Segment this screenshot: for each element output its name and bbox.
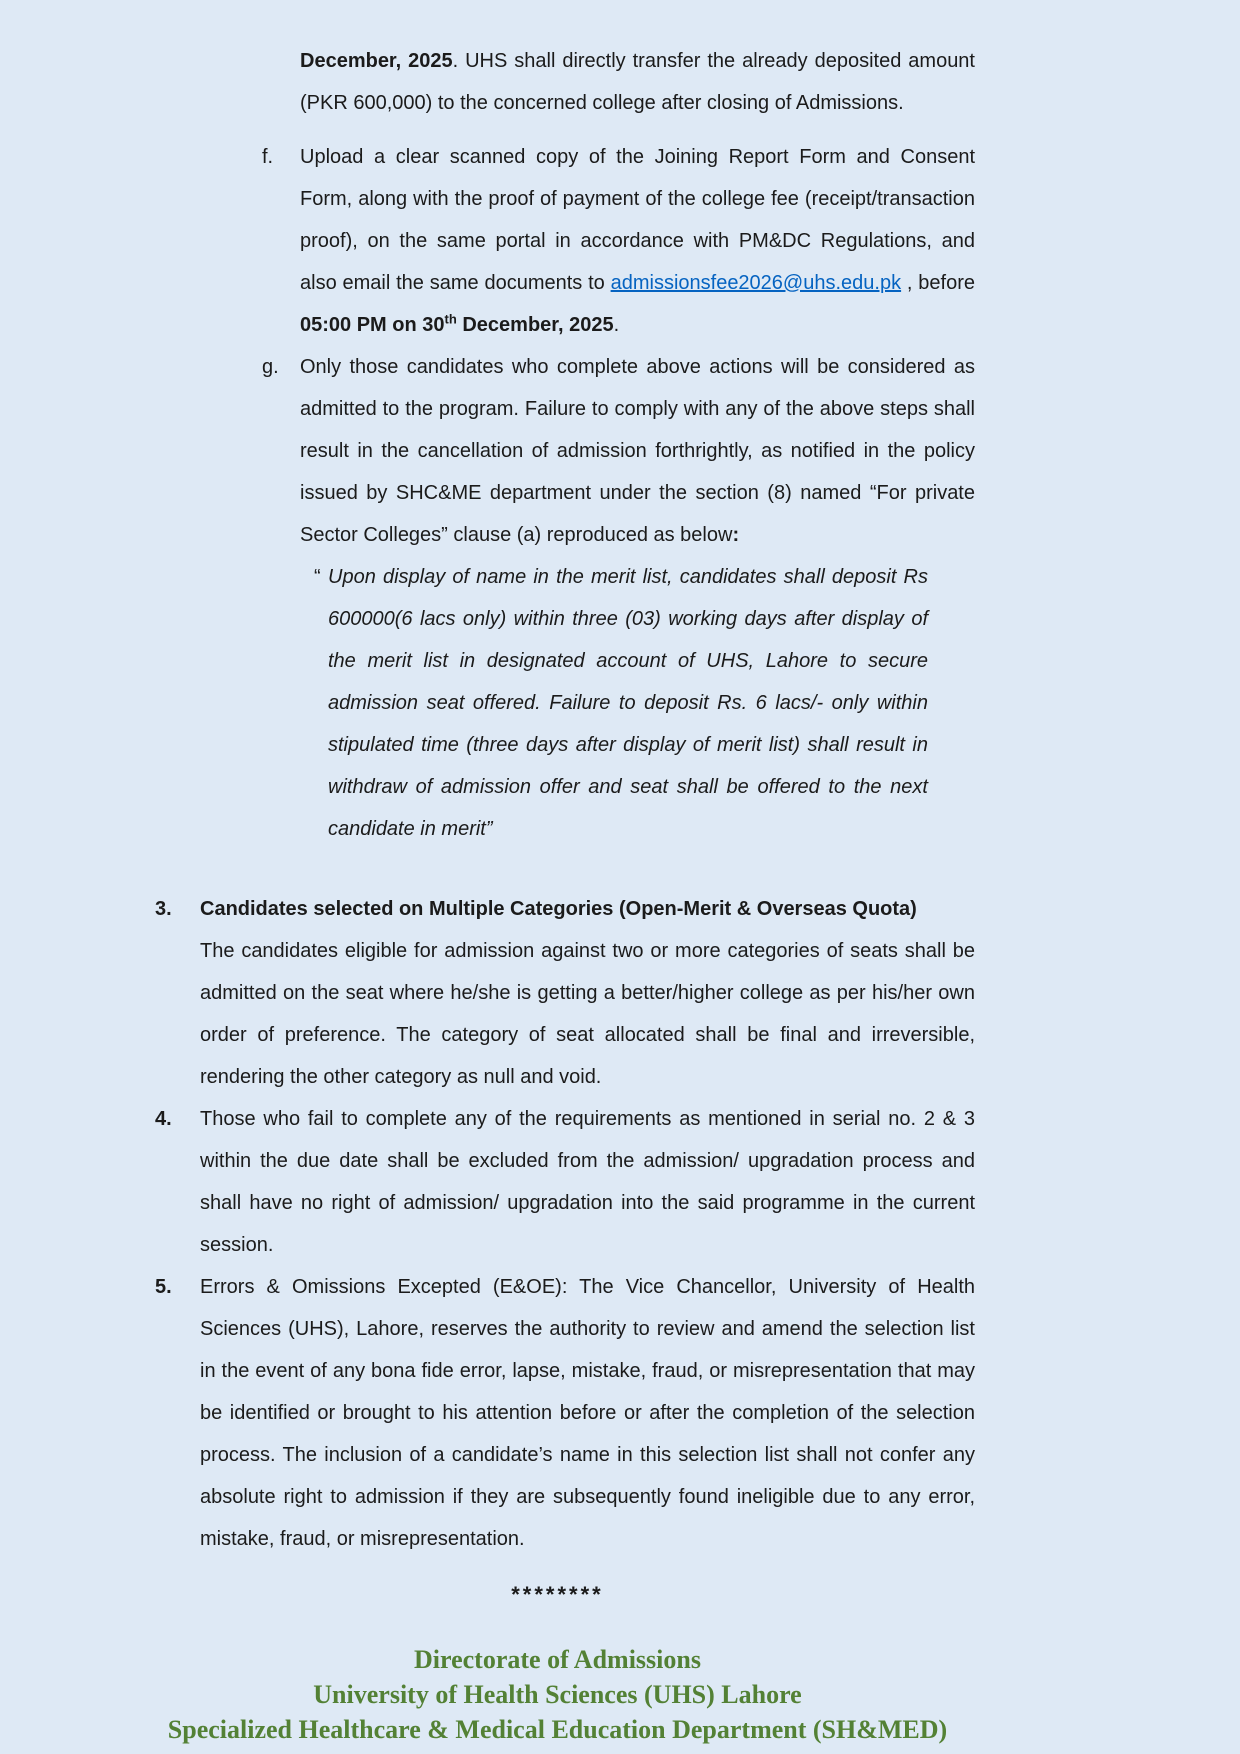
list-marker-5: 5. [155, 1276, 172, 1298]
item-f-text-1: Upload a clear scanned copy of the Joining Report Form and Consent Form, along with the proof of payment of the college fee (receipt/transaction proof), on the same portal in accordance with PM&DC Regulations, and also email the same documents to [300, 146, 975, 294]
policy-quote [314, 556, 928, 850]
list-marker-f: f. [262, 146, 274, 168]
document-content [140, 40, 975, 1747]
list-item-5 [140, 1266, 975, 1560]
item-g-colon: : [732, 524, 740, 546]
paragraph-gap [140, 124, 975, 136]
item-f-deadline-bold-1: 05:00 PM on 30 [300, 314, 445, 336]
quote-close-mark: ” [485, 818, 493, 840]
footer-university: University of Health Sciences (UHS) Lahore [313, 1680, 802, 1709]
list-item-3 [140, 888, 975, 1098]
list-marker-3: 3. [155, 898, 172, 920]
list-item-f [140, 136, 975, 346]
admissions-fee-email-link[interactable]: admissionsfee2026@uhs.edu.pk [610, 272, 902, 294]
item-3-heading: Candidates selected on Multiple Categories (Open-Merit & Overseas Quota) [200, 898, 917, 920]
list-marker-g: g. [262, 356, 279, 378]
item-f-text-2: , before [901, 272, 975, 294]
item-f-deadline-bold-2: December, 2025 [456, 314, 614, 336]
item-g-text: Only those candidates who complete above actions will be considered as admitted to the program. Failure to comply with any of the above steps shall result in the cancellation of admission forthrightly, as notified in the policy issued by SHC&ME department under the section (8) named “For private Sector Colleges” clause (a) reproduced as below [300, 356, 975, 546]
list-item-g [140, 346, 975, 556]
list-marker-4: 4. [155, 1108, 172, 1130]
item-f-deadline-superscript: th [444, 311, 457, 327]
para-deposit-transfer-text: . UHS shall directly transfer the already deposited amount (PKR 600,000) to the concerned college after closing of Admissions. [300, 50, 975, 114]
policy-quote-text: Upon display of name in the merit list, candidates shall deposit Rs 600000(6 lacs only) within three (03) working days after display of the merit list in designated account of UHS, Lahore to secure admission seat offered. Failure to deposit Rs. 6 lacs/- only within stipulated time (three days after display of merit list) shall result in withdraw of admission offer and seat shall be offered to the next candidate in merit [328, 566, 928, 840]
quote-open-mark: “ [314, 566, 321, 588]
footer-department: Specialized Healthcare & Medical Education Department (SH&MED) [167, 1715, 948, 1744]
item-4-text: Those who fail to complete any of the requirements as mentioned in serial no. 2 & 3 within the due date shall be excluded from the admission/ upgradation process and shall have no right of admission/ upgradation into the said programme in the current session. [200, 1108, 975, 1256]
para-deposit-transfer [140, 40, 975, 124]
item-f-period: . [613, 314, 620, 336]
footer-signature [140, 1642, 975, 1747]
footer-directorate: Directorate of Admissions [414, 1645, 701, 1674]
item-5-text: Errors & Omissions Excepted (E&OE): The Vice Chancellor, University of Health Sciences (UHS), Lahore, reserves the authority to review and amend the selection list in the event of any bona fide error, lapse, mistake, fraud, or misrepresentation that may be identified or brought to his attention before or after the completion of the selection process. The inclusion of a candidate’s name in this selection list shall not confer any absolute right to admission if they are subsequently found ineligible due to any error, mistake, fraud, or misrepresentation. [200, 1276, 975, 1550]
asterisk-separator: ******** [511, 1582, 604, 1607]
list-item-4 [140, 1098, 975, 1266]
deadline-date-bold: December, 2025 [300, 50, 453, 72]
item-3-text: The candidates eligible for admission against two or more categories of seats shall be admitted on the seat where he/she is getting a better/higher college as per his/her own order of preference. The category of seat allocated shall be final and irreversible, rendering the other category as null and void. [200, 940, 975, 1088]
section-gap [140, 850, 975, 888]
